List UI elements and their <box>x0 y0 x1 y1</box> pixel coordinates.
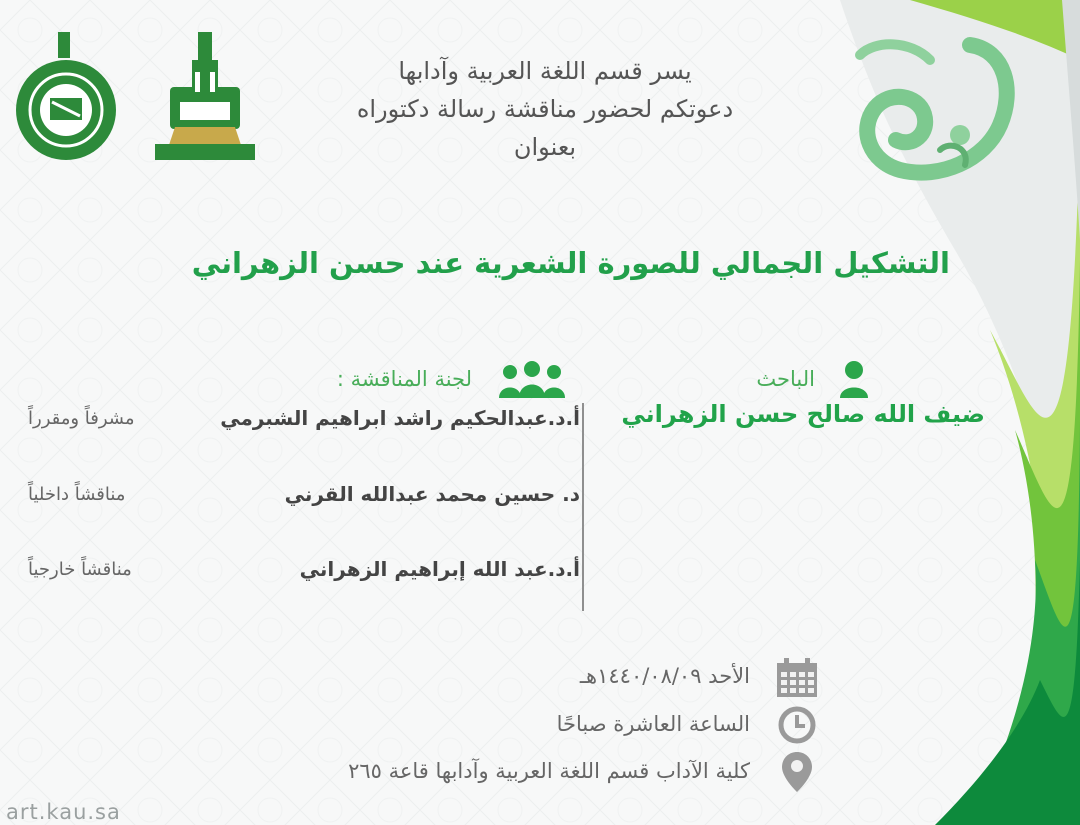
committee-member-name: أ.د.عبد الله إبراهيم الزهراني <box>299 557 580 581</box>
faculty-logo <box>10 32 122 162</box>
committee-divider <box>582 403 584 611</box>
intro-line-1: يسر قسم اللغة العربية وآدابها <box>398 57 692 85</box>
researcher-name: ضيف الله صالح حسن الزهراني <box>621 400 985 428</box>
person-icon <box>838 360 870 402</box>
committee-member-role: مناقشاً داخلياً <box>28 484 126 505</box>
event-location: كلية الآداب قسم اللغة العربية وآدابها قاعة ٢٦٥ <box>348 759 750 783</box>
map-pin-icon <box>782 752 812 796</box>
university-logo <box>150 32 260 167</box>
group-icon <box>498 360 566 402</box>
researcher-heading: الباحث <box>756 367 815 391</box>
intro-line-3: بعنوان <box>513 133 577 161</box>
thesis-title: التشكيل الجمالي للصورة الشعرية عند حسن الزهراني <box>191 246 950 280</box>
committee-member-name: أ.د.عبدالحكيم راشد ابراهيم الشبرمي <box>220 406 580 430</box>
committee-member-role: مناقشاً خارجياً <box>28 559 132 580</box>
committee-member-name: د. حسين محمد عبدالله القرني <box>284 482 580 506</box>
committee-member-role: مشرفاً ومقرراً <box>28 408 135 429</box>
intro-line-2: دعوتكم لحضور مناقشة رسالة دكتوراه <box>356 95 734 123</box>
invitation-calligraphy <box>820 30 1020 200</box>
event-time: الساعة العاشرة صباحًا <box>556 712 750 736</box>
committee-heading: لجنة المناقشة : <box>336 367 472 391</box>
clock-icon <box>778 706 816 748</box>
event-date: الأحد ١٤٤٠/٠٨/٠٩هـ <box>579 664 750 688</box>
site-watermark: art.kau.sa <box>6 800 121 824</box>
calendar-icon <box>776 658 818 702</box>
